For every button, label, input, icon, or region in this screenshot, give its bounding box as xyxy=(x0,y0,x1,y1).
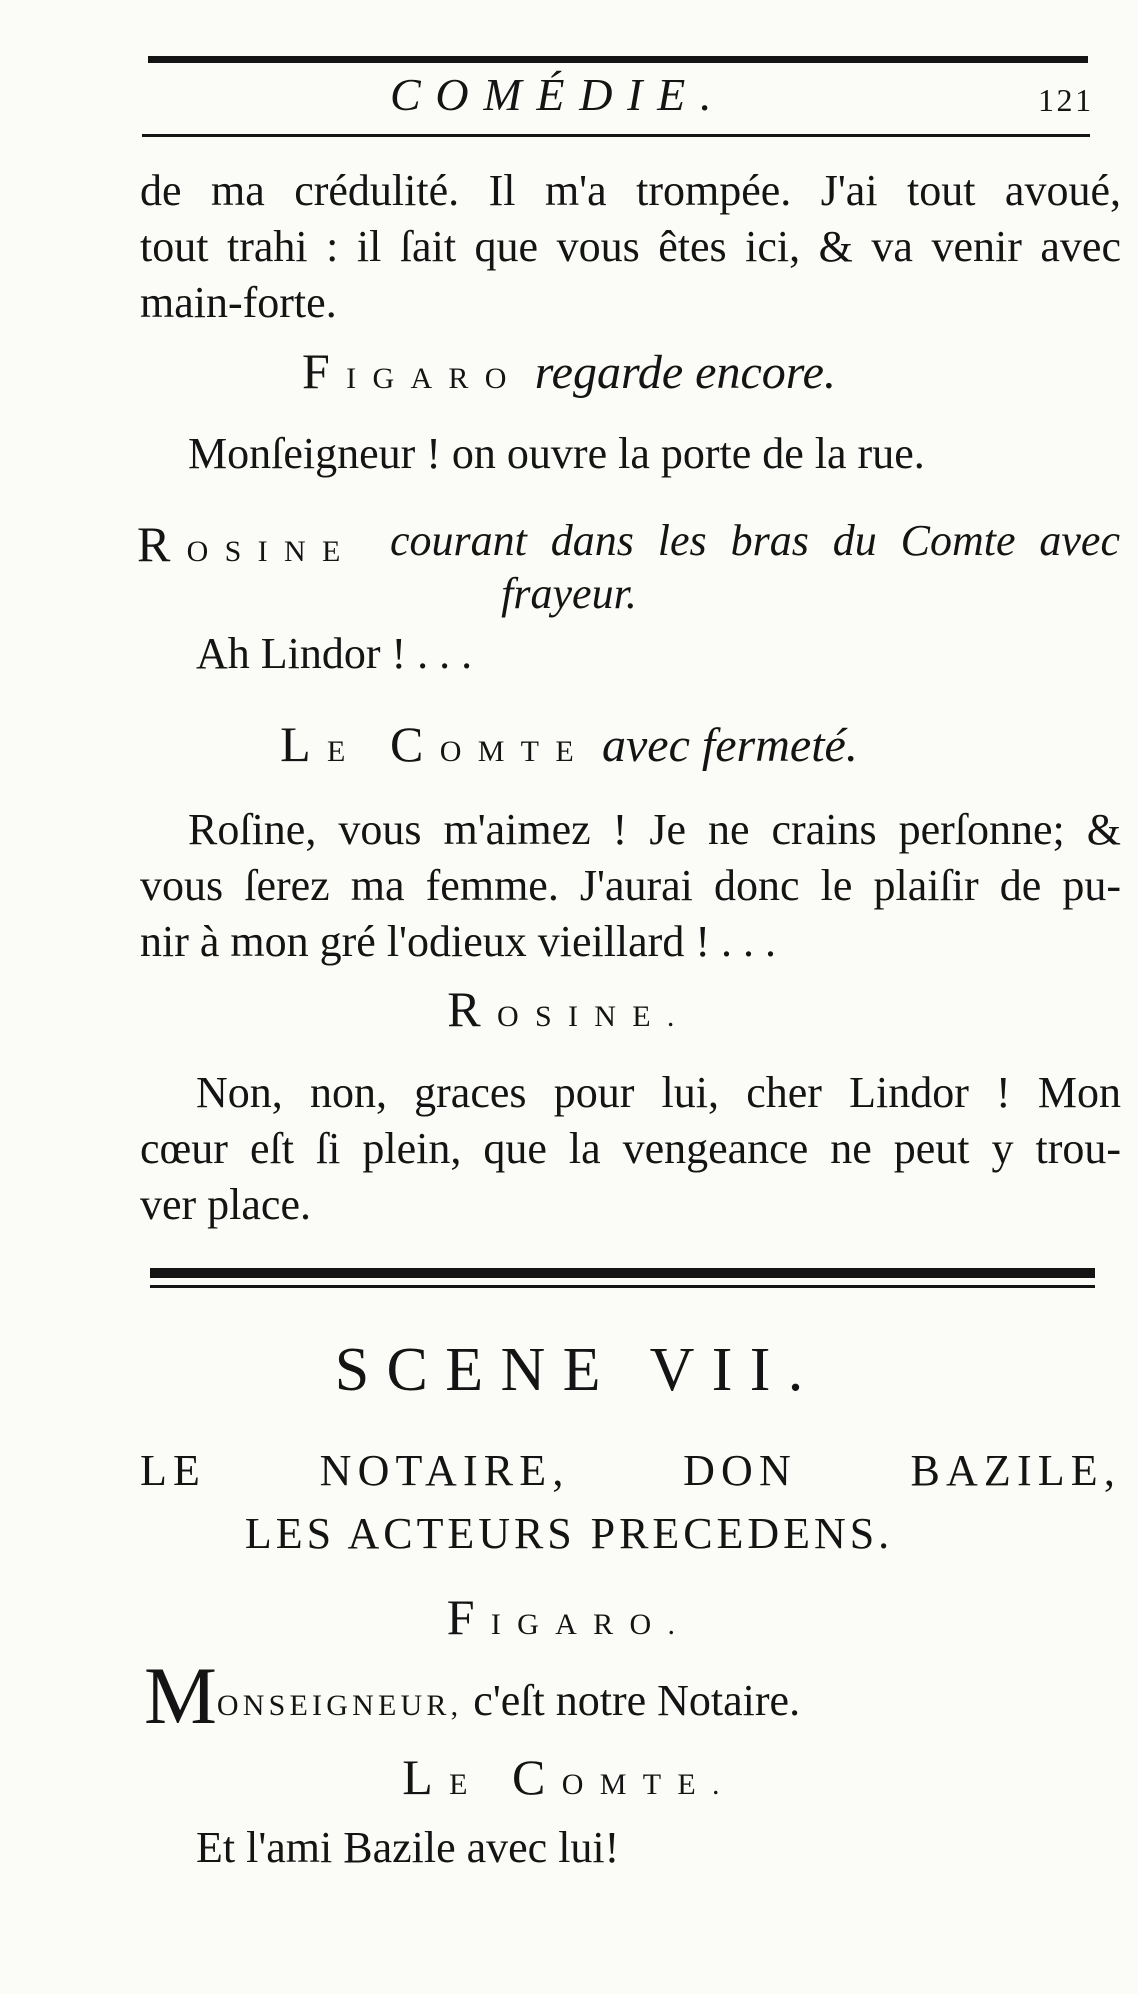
text-line: main-forte. xyxy=(140,278,337,327)
header-bottom-rule xyxy=(142,134,1090,137)
text-line: cœur eſt ſi plein, que la vengeance ne peut y trou- xyxy=(140,1124,1121,1173)
speaker-name: OSINE. xyxy=(496,1000,691,1033)
speaker-name: OMTE xyxy=(439,735,590,768)
speaker-initial: R xyxy=(137,516,187,572)
speech-line: Et l'ami Bazile avec lui! xyxy=(196,1823,620,1872)
text-line: ver place. xyxy=(140,1180,311,1229)
text-line: Non, non, graces pour lui, cher Lindor ! Mon xyxy=(196,1068,1121,1117)
cast-list-line: LES ACTEURS PRECEDENS. xyxy=(244,1509,894,1558)
speaker-name: E xyxy=(449,1768,484,1801)
text-line: tout trahi : il ſait que vous êtes ici, & va venir avec xyxy=(140,222,1121,271)
drop-cap: M xyxy=(144,1650,217,1741)
scene-rule-thin xyxy=(150,1285,1095,1288)
speaker-initial: R xyxy=(447,981,497,1037)
header-top-rule xyxy=(148,56,1088,63)
speaker-heading-comte xyxy=(0,715,1138,773)
speech-paragraph xyxy=(140,1065,1121,1233)
stage-direction-cont: frayeur. xyxy=(501,569,637,618)
speaker-initial: C xyxy=(512,1749,562,1805)
speaker-name: E xyxy=(327,735,362,768)
speaker-initial: F xyxy=(446,1589,491,1645)
text-line: nir à mon gré l'odieux vieillard ! . . . xyxy=(140,917,776,966)
speaker-initial: F xyxy=(302,343,347,399)
speaker-name: OMTE. xyxy=(561,1768,736,1801)
speech-text: c'eſt notre Notaire. xyxy=(473,1676,801,1725)
speaker-heading-rosine xyxy=(137,515,357,573)
text-line: Roſine, vous m'aimez ! Je ne crains perſonne; & xyxy=(188,805,1121,854)
scene-heading: SCENE VII. xyxy=(334,1336,821,1404)
speaker-name: OSINE xyxy=(186,535,357,568)
continuation-paragraph xyxy=(140,163,1121,331)
stage-direction: courant dans les bras du Comte avec xyxy=(390,516,1120,565)
speaker-heading-comte-2 xyxy=(0,1748,1138,1806)
speech-line xyxy=(144,1650,801,1741)
speaker-heading-rosine-2 xyxy=(0,980,1138,1038)
speaker-initial: L xyxy=(402,1749,450,1805)
scene-rule-thick xyxy=(150,1268,1095,1278)
speaker-name: IGARO xyxy=(346,362,523,395)
running-title: COMÉDIE. xyxy=(390,69,727,120)
cast-list-line: LE NOTAIRE, DON BAZILE, xyxy=(140,1446,1121,1495)
stage-direction: avec fermeté. xyxy=(601,719,858,772)
speaker-heading-figaro xyxy=(0,342,1138,400)
page-number: 121 xyxy=(1038,82,1094,118)
speech-line: Monſeigneur ! on ouvre la porte de la rue. xyxy=(188,429,925,478)
text-line: de ma crédulité. Il m'a trompée. J'ai tout avoué, xyxy=(140,166,1121,215)
speaker-name: IGARO. xyxy=(490,1608,692,1641)
speech-line: Ah Lindor ! . . . xyxy=(196,629,473,678)
speaker-initial: L xyxy=(280,716,328,772)
speaker-initial: C xyxy=(390,716,440,772)
text-line: vous ſerez ma femme. J'aurai donc le plaiſir de pu- xyxy=(140,861,1121,910)
speech-smallcaps: ONSEIGNEUR, xyxy=(216,1689,463,1722)
stage-direction: regarde encore. xyxy=(534,346,836,399)
speech-paragraph xyxy=(140,802,1121,970)
speaker-heading-figaro-2 xyxy=(0,1588,1138,1646)
